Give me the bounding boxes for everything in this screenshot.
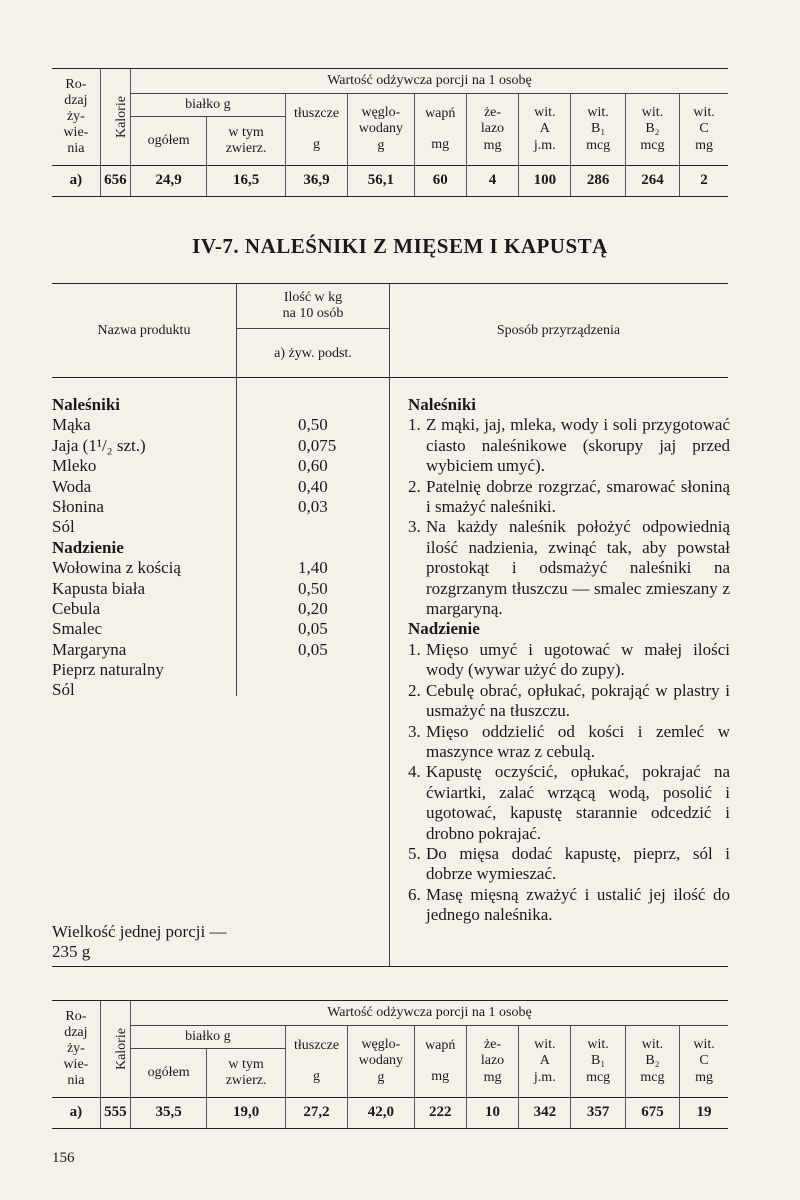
header-wapn: wapń mg — [414, 94, 466, 166]
ingredient-row — [52, 477, 372, 497]
step-text: Z mąki, jaj, mleka, wody i soli przygotować ciasto naleśnikowe (skorupy jaj przed wybiciem umyć). — [426, 415, 730, 476]
header-bialko: białko g — [130, 1026, 285, 1049]
step-number: 3. — [408, 517, 421, 537]
step-number: 5. — [408, 843, 421, 863]
value-cell: 27,2 — [285, 1098, 347, 1129]
step-item — [408, 517, 730, 619]
header-w-tym: w tym zwierz. — [207, 1049, 285, 1098]
ingredient-quantity: 0,60 — [298, 456, 328, 476]
value-cell: a) — [52, 1098, 100, 1129]
header-ogolem: ogółem — [130, 117, 206, 166]
portion-size: Wielkość jednej porcji — 235 g — [52, 922, 227, 961]
value-cell: 100 — [519, 166, 571, 197]
ingredient-name: Smalec — [52, 619, 103, 639]
ingredient-row — [52, 415, 372, 435]
header-zelazo: że- lazo mg — [466, 1026, 518, 1098]
ingredient-name: Naleśniki — [52, 395, 121, 414]
value-cell: 19,0 — [207, 1098, 285, 1129]
ingredient-name: Wołowina z kością — [52, 558, 181, 578]
value-cell: 222 — [414, 1098, 466, 1129]
ingredient-name: Kapusta biała — [52, 578, 145, 598]
ingredient-quantity: 0,50 — [298, 578, 328, 598]
ingredient-name: Margaryna — [52, 639, 127, 659]
ingredient-row — [52, 558, 372, 578]
table-bottom-rule — [52, 966, 728, 967]
recipe-table-header — [52, 283, 728, 378]
value-cell: 357 — [571, 1098, 625, 1129]
step-number: 3. — [408, 721, 421, 741]
value-cell: 656 — [100, 166, 130, 197]
ingredient-section-heading — [52, 538, 372, 558]
ingredient-name: Pieprz naturalny — [52, 660, 164, 680]
step-number: 6. — [408, 884, 421, 904]
nutrition-values-row — [52, 1098, 728, 1129]
preparation-steps — [408, 395, 730, 926]
ingredient-name: Słonina — [52, 496, 104, 516]
header-wit-c: wit. C mg — [680, 1026, 728, 1098]
header-w-tym: w tym zwierz. — [207, 117, 285, 166]
ingredients-list — [52, 395, 372, 701]
header-bialko: białko g — [130, 94, 285, 117]
step-item — [408, 844, 730, 885]
header-wartosc: Wartość odżywcza porcji na 1 osobę — [130, 69, 728, 94]
value-cell: 24,9 — [130, 166, 206, 197]
ingredient-quantity: 0,50 — [298, 415, 328, 435]
header-weglowodany: węglo- wodany g — [348, 1026, 414, 1098]
step-item — [408, 415, 730, 476]
header-preparation: Sposób przyrządzenia — [496, 322, 621, 338]
ingredient-row — [52, 497, 372, 517]
step-text: Masę mięsną zważyć i ustalić jej ilość do jednego naleśnika. — [426, 884, 730, 925]
ingredient-quantity: 0,05 — [298, 619, 328, 639]
step-item — [408, 681, 730, 722]
ingredient-row — [52, 579, 372, 599]
value-cell: 42,0 — [348, 1098, 414, 1129]
ingredient-quantity: 0,20 — [298, 598, 328, 618]
ingredient-row — [52, 680, 372, 700]
header-rodzaj: Ro- dzaj ży- wie- nia — [52, 1001, 100, 1098]
ingredient-name: Cebula — [52, 598, 101, 618]
ingredient-name: Nadzienie — [52, 537, 124, 557]
value-cell: a) — [52, 166, 100, 197]
header-basic-food: a) żyw. podst. — [274, 346, 352, 361]
header-wit-b2: wit. B₂ mcg — [625, 1026, 679, 1098]
value-cell: 555 — [100, 1098, 130, 1129]
nutrition-table-top — [52, 68, 728, 197]
step-text: Do mięsa dodać kapustę, pieprz, sól i dobrze wymieszać. — [426, 843, 730, 884]
ingredient-name: Jaja (1¹/₂ szt.) — [52, 435, 146, 455]
header-ogolem: ogółem — [130, 1049, 206, 1098]
value-cell: 4 — [466, 166, 518, 197]
value-cell: 264 — [625, 166, 679, 197]
header-kalorie: Kalorie — [100, 1001, 130, 1098]
ingredient-name: Mleko — [52, 456, 97, 476]
recipe-title: IV-7. NALEŚNIKI Z MIĘSEM I KAPUSTĄ — [192, 234, 608, 258]
ingredient-row — [52, 599, 372, 619]
ingredient-quantity: 0,075 — [298, 435, 337, 455]
step-item — [408, 722, 730, 763]
step-text: Patelnię dobrze rozgrzać, smarować słoniną i smażyć naleśniki. — [426, 476, 730, 517]
value-cell: 2 — [680, 166, 728, 197]
header-wit-b1: wit. B₁ mcg — [571, 94, 625, 166]
value-cell: 16,5 — [207, 166, 285, 197]
value-cell: 10 — [466, 1098, 518, 1129]
header-tluszcze: tłuszcze g — [285, 1026, 347, 1098]
value-cell: 19 — [680, 1098, 728, 1129]
header-quantity: Ilość w kg na 10 osób a) żyw. podst. — [236, 284, 390, 377]
ingredient-name: Sól — [52, 680, 75, 700]
nutrition-values-row — [52, 166, 728, 197]
ingredient-quantity: 0,05 — [298, 639, 328, 659]
nutrition-table-bottom — [52, 1000, 728, 1129]
value-cell: 675 — [625, 1098, 679, 1129]
header-wit-c: wit. C mg — [680, 94, 728, 166]
column-divider — [389, 376, 390, 966]
header-zelazo: że- lazo mg — [466, 94, 518, 166]
value-cell: 35,5 — [130, 1098, 206, 1129]
header-wartosc: Wartość odżywcza porcji na 1 osobę — [130, 1001, 728, 1026]
header-kalorie: Kalorie — [100, 69, 130, 166]
step-item — [408, 762, 730, 844]
step-item — [408, 640, 730, 681]
ingredient-quantity: 1,40 — [298, 558, 328, 578]
header-wit-b1: wit. B₁ mcg — [571, 1026, 625, 1098]
step-text: Kapustę oczyścić, opłukać, pokrajać na ćwiartki, zalać wrzącą wodą, posolić i ugotować, kapustę starannie odcedzić i drobno pokrajać. — [426, 762, 730, 843]
step-number: 1. — [408, 639, 421, 659]
header-wit-a: wit. A j.m. — [519, 94, 571, 166]
page-number: 156 — [52, 1150, 75, 1166]
steps-section-heading: Naleśniki — [408, 395, 477, 414]
ingredient-section-heading — [52, 395, 372, 415]
step-text: Mięso oddzielić od kości i zemleć w maszynce wraz z cebulą. — [426, 721, 730, 761]
header-rodzaj: Ro- dzaj ży- wie- nia — [52, 69, 100, 166]
step-text: Cebulę obrać, opłukać, pokrająć w plastry i usmażyć na tłuszczu. — [426, 680, 730, 721]
value-cell: 36,9 — [285, 166, 347, 197]
ingredient-name: Woda — [52, 476, 92, 496]
step-number: 4. — [408, 762, 421, 782]
step-number: 1. — [408, 415, 421, 435]
ingredient-quantity: 0,40 — [298, 476, 328, 496]
ingredient-row — [52, 619, 372, 639]
header-weglowodany: węglo- wodany g — [348, 94, 414, 166]
ingredient-row — [52, 456, 372, 476]
ingredient-row — [52, 660, 372, 680]
ingredient-name: Mąka — [52, 415, 91, 435]
step-number: 2. — [408, 680, 421, 700]
ingredient-name: Sól — [52, 517, 75, 537]
step-item — [408, 477, 730, 518]
header-wit-b2: wit. B₂ mcg — [625, 94, 679, 166]
steps-section-heading: Nadzienie — [408, 619, 480, 639]
step-item — [408, 885, 730, 926]
ingredient-row — [52, 436, 372, 456]
ingredient-quantity: 0,03 — [298, 496, 328, 516]
step-text: Na każdy naleśnik położyć odpowiednią ilość nadzienia, zwinąć tak, aby powstał prostokąt i odsmażyć naleśniki na rozgrzanym tłuszczu — smalec zmieszany z margaryną. — [426, 517, 730, 619]
ingredient-row — [52, 517, 372, 537]
header-tluszcze: tłuszcze g — [285, 94, 347, 166]
value-cell: 56,1 — [348, 166, 414, 197]
step-text: Mięso umyć i ugotować w małej ilości wody (wywar użyć do zupy). — [426, 639, 730, 680]
header-product-name: Nazwa produktu — [97, 322, 191, 338]
ingredient-row — [52, 640, 372, 660]
header-wit-a: wit. A j.m. — [519, 1026, 571, 1098]
value-cell: 342 — [519, 1098, 571, 1129]
step-number: 2. — [408, 476, 421, 496]
value-cell: 60 — [414, 166, 466, 197]
header-wapn: wapń mg — [414, 1026, 466, 1098]
value-cell: 286 — [571, 166, 625, 197]
